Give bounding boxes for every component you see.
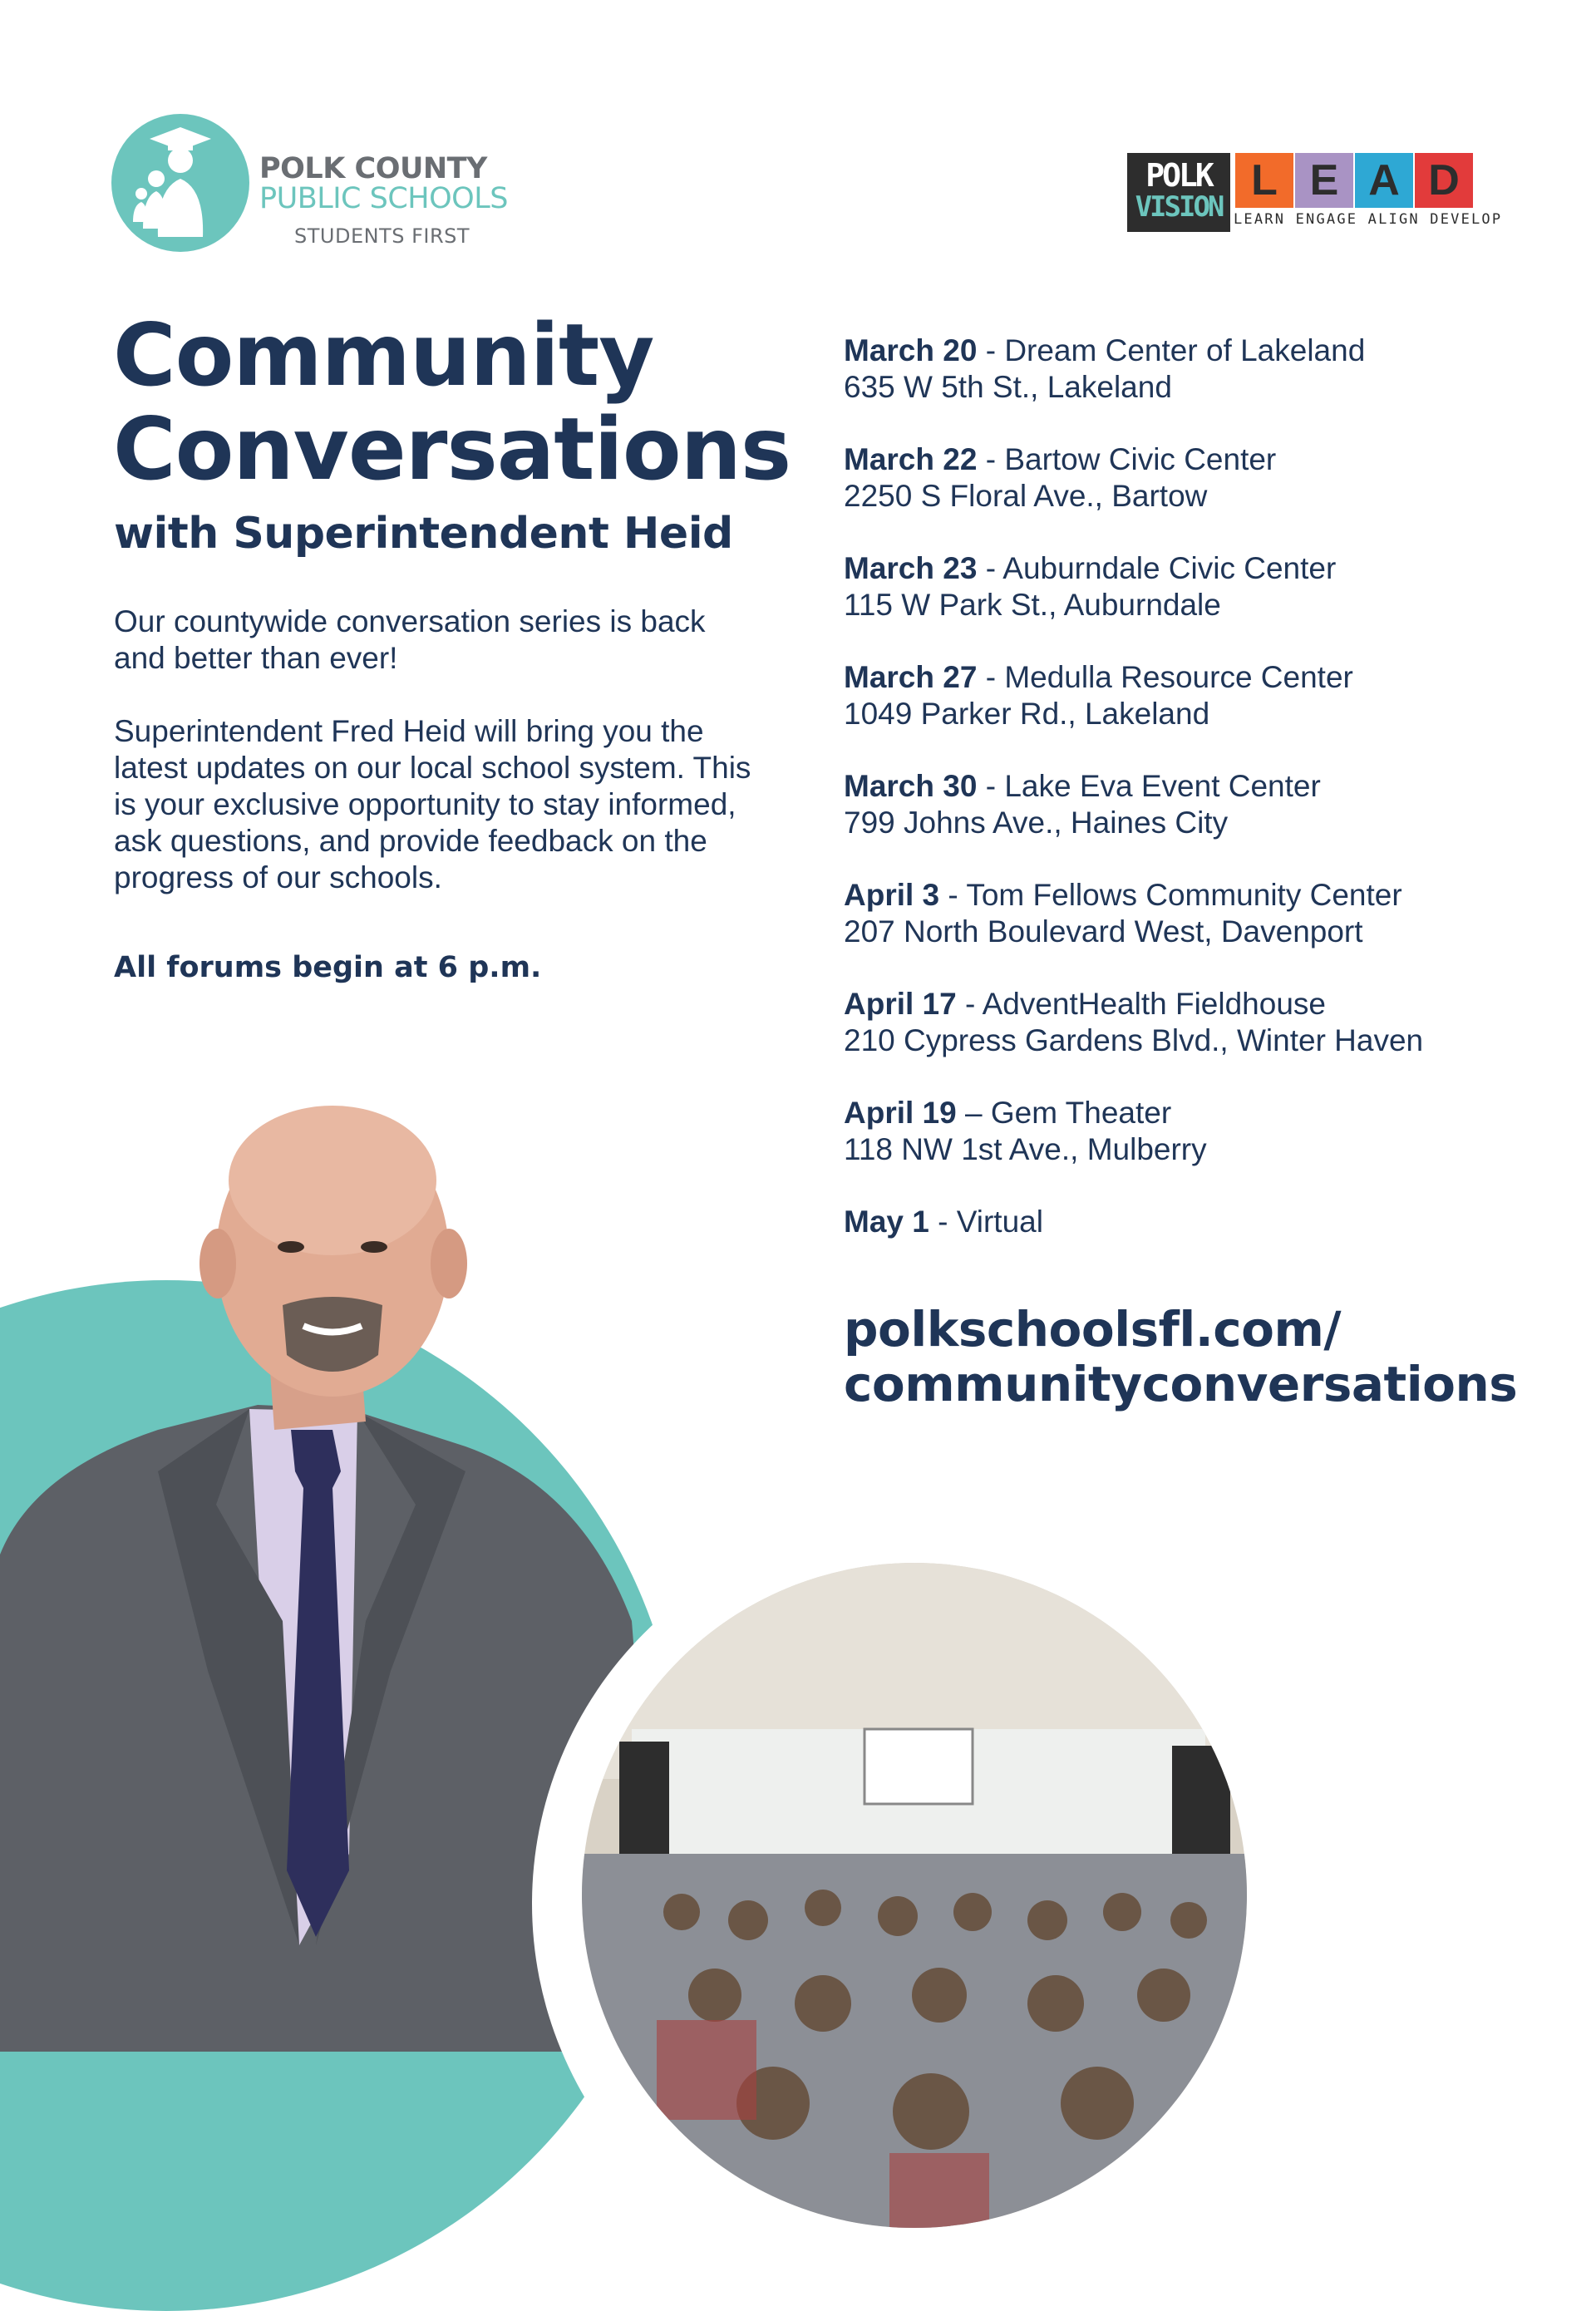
event-separator: - <box>977 333 1005 367</box>
title-line-1: Community <box>113 306 654 406</box>
event-venue: Dream Center of Lakeland <box>1004 333 1366 367</box>
intro-paragraph: Our countywide conversation series is back and better than ever! <box>114 604 706 675</box>
url-line-2: communityconversations <box>844 1356 1518 1412</box>
lead-subtitle: LEARN ENGAGE ALIGN DEVELOP <box>1234 211 1503 228</box>
event-date: April 19 <box>844 1096 957 1130</box>
logo-line-1: POLK COUNTY <box>259 152 487 185</box>
event-address: 799 Johns Ave., Haines City <box>844 806 1229 840</box>
event-date: April 3 <box>844 878 940 912</box>
event-address: 210 Cypress Gardens Blvd., Winter Haven <box>844 1023 1424 1057</box>
event-venue: Medulla Resource Center <box>1004 660 1353 694</box>
event-separator: - <box>939 878 967 912</box>
event-date: March 27 <box>844 660 978 694</box>
event-date: March 20 <box>844 333 978 367</box>
polk-vision-badge <box>1127 153 1230 232</box>
event-item <box>844 877 1575 950</box>
polk-county-logo <box>110 112 509 254</box>
event-item <box>844 333 1575 406</box>
page-subtitle: with Superintendent Heid <box>114 509 733 559</box>
forum-photo-frame <box>532 1521 1297 2286</box>
event-date: March 23 <box>844 551 978 585</box>
event-address: 207 North Boulevard West, Davenport <box>844 914 1363 949</box>
page-title <box>113 306 791 500</box>
event-separator: - <box>977 442 1005 476</box>
event-address: 635 W 5th St., Lakeland <box>844 370 1172 404</box>
event-address: 115 W Park St., Auburndale <box>844 588 1221 622</box>
event-item <box>844 1204 1575 1240</box>
event-address: 118 NW 1st Ave., Mulberry <box>844 1132 1207 1166</box>
lead-letter-d: D <box>1415 153 1473 208</box>
audience-photo-icon <box>582 1563 1247 2228</box>
event-date: April 17 <box>844 987 957 1021</box>
logo-line-2: PUBLIC SCHOOLS <box>259 182 508 215</box>
event-separator: - <box>929 1205 957 1239</box>
event-venue: AdventHealth Fieldhouse <box>982 987 1326 1021</box>
event-venue: Auburndale Civic Center <box>1002 551 1337 585</box>
event-address: 1049 Parker Rd., Lakeland <box>844 697 1210 731</box>
logo-tagline: STUDENTS FIRST <box>294 224 470 248</box>
lead-letter-a: A <box>1355 153 1413 208</box>
event-separator: - <box>977 551 1003 585</box>
event-date: March 22 <box>844 442 978 476</box>
event-separator: – <box>956 1096 991 1130</box>
event-venue: Tom Fellows Community Center <box>966 878 1402 912</box>
event-date: March 30 <box>844 769 978 803</box>
title-line-2: Conversations <box>113 400 791 500</box>
event-venue: Gem Theater <box>990 1096 1172 1130</box>
event-item <box>844 768 1575 841</box>
event-separator: - <box>977 769 1005 803</box>
lead-letter-e: E <box>1295 153 1353 208</box>
event-venue: Lake Eva Event Center <box>1004 769 1321 803</box>
polk-vision-vision: VISION <box>1135 190 1223 224</box>
forums-time-note: All forums begin at 6 p.m. <box>114 951 542 984</box>
url-line-1: polkschoolsfl.com/ <box>844 1301 1342 1358</box>
polk-vision-lead-logo <box>1127 153 1503 236</box>
body-paragraph: Superintendent Fred Heid will bring you the latest updates on our local school system. This is your exclusive opportunity to stay informed, ask questions, and provide feedback on the progress of our schools. <box>114 714 751 894</box>
event-date: May 1 <box>844 1205 929 1239</box>
event-separator: - <box>977 660 1005 694</box>
event-item <box>844 441 1575 515</box>
event-address: 2250 S Floral Ave., Bartow <box>844 479 1208 513</box>
event-venue: Bartow Civic Center <box>1004 442 1277 476</box>
lead-letter-l: L <box>1235 153 1293 208</box>
event-item <box>844 986 1575 1059</box>
event-schedule <box>844 333 1575 1276</box>
event-venue: Virtual <box>956 1205 1043 1239</box>
forum-photo <box>582 1563 1247 2228</box>
polk-county-emblem-icon <box>110 112 251 254</box>
event-item <box>844 550 1575 623</box>
polk-vision-polk: POLK <box>1145 157 1212 194</box>
event-separator: - <box>956 987 983 1021</box>
website-link[interactable] <box>844 1302 1517 1412</box>
event-item <box>844 1095 1575 1168</box>
event-item <box>844 659 1575 732</box>
